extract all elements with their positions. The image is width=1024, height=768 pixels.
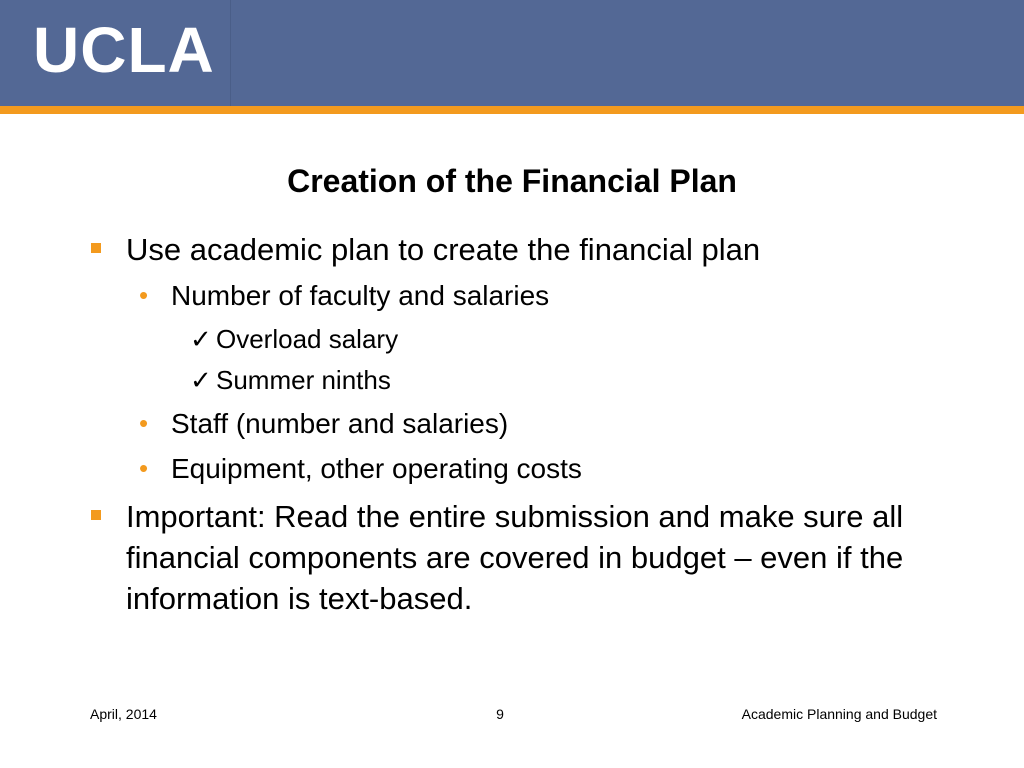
slide-title: Creation of the Financial Plan bbox=[287, 163, 737, 199]
checkmark-icon: ✓ bbox=[190, 324, 212, 354]
bullet-level1: Important: Read the entire submission and make sure all financial components are covered in budget – even if the information is text-based. bbox=[126, 499, 904, 616]
bullet-level1: Use academic plan to create the financial plan bbox=[126, 232, 761, 267]
checkmark-icon: ✓ bbox=[190, 365, 212, 395]
ucla-logo: UCLA bbox=[33, 14, 215, 86]
footer-date: April, 2014 bbox=[90, 706, 157, 722]
bullet-level2: Number of faculty and salaries bbox=[171, 280, 550, 311]
bullet-square-icon bbox=[91, 510, 101, 520]
footer-department: Academic Planning and Budget bbox=[741, 706, 937, 722]
bullet-dot-icon: • bbox=[139, 280, 149, 310]
bullet-dot-icon: • bbox=[139, 453, 149, 483]
header-banner bbox=[0, 0, 1024, 106]
bullet-level3: Summer ninths bbox=[216, 365, 391, 395]
bullet-level2: Equipment, other operating costs bbox=[171, 453, 582, 484]
logo-block bbox=[0, 0, 231, 106]
footer-page-number: 9 bbox=[496, 706, 504, 722]
header-accent-bar bbox=[0, 106, 1024, 114]
bullet-square-icon bbox=[91, 243, 101, 253]
bullet-level3: Overload salary bbox=[216, 324, 399, 354]
bullet-level2: Staff (number and salaries) bbox=[171, 408, 509, 439]
bullet-dot-icon: • bbox=[139, 408, 149, 438]
